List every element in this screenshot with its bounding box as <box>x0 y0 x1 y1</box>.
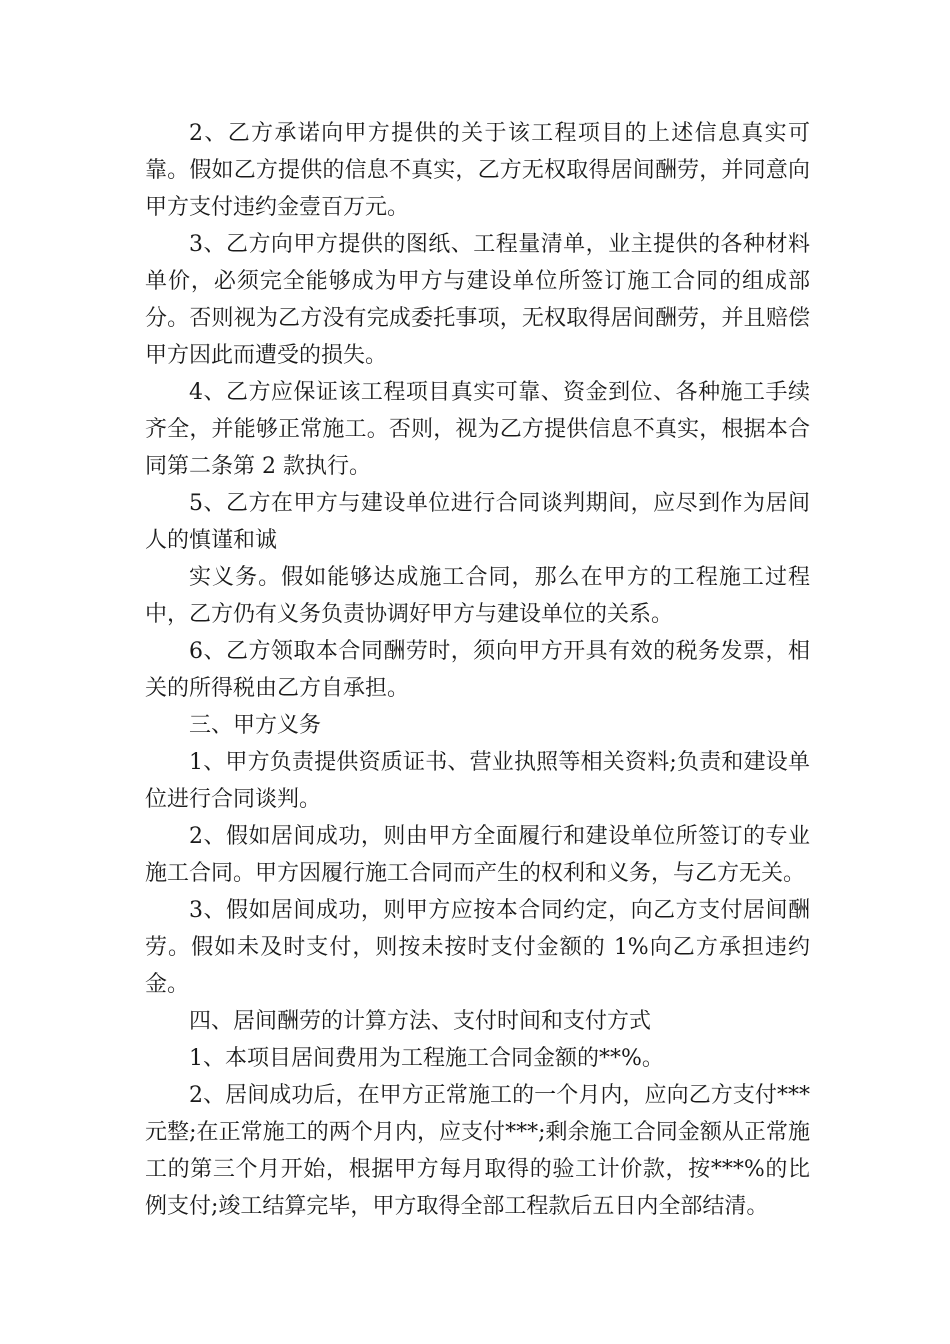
section-heading-fee-calculation: 四、居间酬劳的计算方法、支付时间和支付方式 <box>189 1009 652 1034</box>
paragraph-party-a-3: 3、假如居间成功，则甲方应按本合同约定，向乙方支付居间酬劳。假如未及时支付，则按未按时支付金额的 1%向乙方承担违约金。 <box>145 898 810 997</box>
paragraph-obligation-2: 2、乙方承诺向甲方提供的关于该工程项目的上述信息真实可靠。假如乙方提供的信息不真实，乙方无权取得居间酬劳，并同意向甲方支付违约金壹百万元。 <box>145 121 810 220</box>
paragraph-party-a-1: 1、甲方负责提供资质证书、营业执照等相关资料;负责和建设单位进行合同谈判。 <box>145 750 810 812</box>
paragraph-fee-1: 1、本项目居间费用为工程施工合同金额的**%。 <box>189 1046 664 1071</box>
paragraph-obligation-3: 3、乙方向甲方提供的图纸、工程量清单，业主提供的各种材料单价，必须完全能够成为甲方与建设单位所签订施工合同的组成部分。否则视为乙方没有完成委托事项，无权取得居间酬劳，并且赔偿甲方因此而遭受的损失。 <box>145 232 810 368</box>
paragraph-obligation-4: 4、乙方应保证该工程项目真实可靠、资金到位、各种施工手续齐全，并能够正常施工。否则，视为乙方提供信息不真实，根据本合同第二条第 2 款执行。 <box>145 380 810 479</box>
paragraph-obligation-6: 6、乙方领取本合同酬劳时，须向甲方开具有效的税务发票，相关的所得税由乙方自承担。 <box>145 639 810 701</box>
paragraph-obligation-5: 5、乙方在甲方与建设单位进行合同谈判期间，应尽到作为居间人的慎谨和诚 <box>145 491 810 553</box>
paragraph-fee-2: 2、居间成功后，在甲方正常施工的一个月内，应向乙方支付***元整;在正常施工的两个月内，应支付***;剩余施工合同金额从正常施工的第三个月开始，根据甲方每月取得的验工计价款，按***%的比例支付;竣工结算完毕，甲方取得全部工程款后五日内全部结清。 <box>145 1083 810 1219</box>
paragraph-obligation-5-continued: 实义务。假如能够达成施工合同，那么在甲方的工程施工过程中，乙方仍有义务负责协调好甲方与建设单位的关系。 <box>145 565 810 627</box>
document-body <box>145 115 810 1225</box>
section-heading-party-a-obligations: 三、甲方义务 <box>189 713 322 738</box>
paragraph-party-a-2: 2、假如居间成功，则由甲方全面履行和建设单位所签订的专业施工合同。甲方因履行施工合同而产生的权利和义务，与乙方无关。 <box>145 824 810 886</box>
